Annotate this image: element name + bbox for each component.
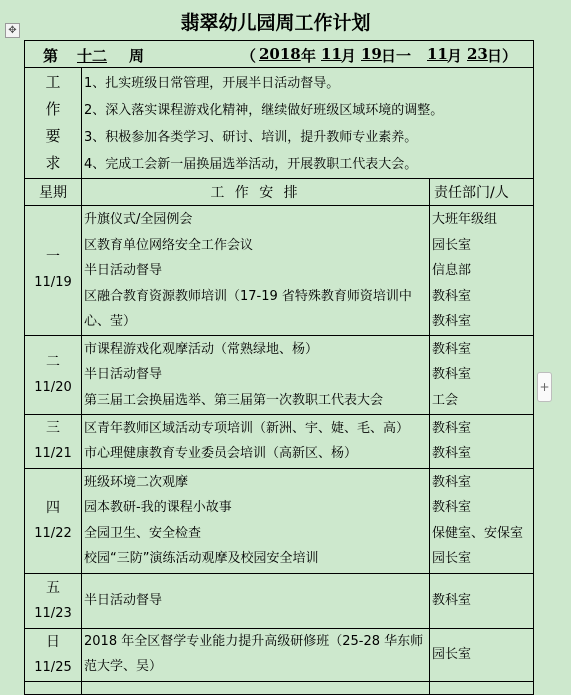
table-move-handle[interactable]: ✥ bbox=[5, 23, 20, 38]
requirement-item: 3、积极参加各类学习、研讨、培训，提升教师专业素养。 bbox=[84, 130, 418, 145]
weekday: 三 bbox=[46, 420, 60, 436]
empty-cell bbox=[82, 681, 430, 694]
weekday: 一 bbox=[46, 249, 60, 266]
work-item: 心、莹） bbox=[84, 314, 137, 329]
empty-cell bbox=[25, 681, 82, 694]
requirements-list bbox=[82, 68, 534, 179]
work-cell bbox=[82, 335, 430, 414]
add-column-button[interactable]: + bbox=[537, 372, 552, 402]
weekday: 日 bbox=[46, 633, 60, 650]
day-cell bbox=[25, 206, 82, 336]
dept-item: 教科室 bbox=[432, 474, 472, 490]
work-cell bbox=[82, 206, 430, 336]
dept-item: 园长室 bbox=[432, 551, 472, 566]
week-start-day-unit: 日一 bbox=[381, 47, 412, 65]
dept-item: 教科室 bbox=[432, 288, 472, 304]
header-row bbox=[25, 179, 534, 206]
dept-item: 教科室 bbox=[432, 446, 472, 461]
page-title: 翡翠幼儿园周工作计划 bbox=[180, 12, 371, 34]
requirements-row bbox=[25, 68, 534, 179]
work-item: 半日活动督导 bbox=[84, 263, 163, 278]
req-label-char: 作 bbox=[45, 100, 61, 118]
work-item: 2018 年全区督学专业能力提升高级研修班（25-28 华东师 bbox=[84, 633, 424, 649]
week-year-unit: 年 bbox=[301, 47, 317, 65]
requirement-item: 4、完成工会新一届换届选举活动，开展教职工代表大会。 bbox=[84, 157, 418, 172]
header-work: 工 作 安 排 bbox=[82, 179, 430, 206]
requirements-label bbox=[25, 68, 82, 179]
day-date: 11/25 bbox=[34, 659, 72, 675]
requirement-item: 2、深入落实课程游戏化精神，继续做好班级区域环境的调整。 bbox=[84, 103, 444, 118]
week-row bbox=[25, 41, 534, 68]
weekday: 五 bbox=[46, 579, 60, 596]
dept-item: 大班年级组 bbox=[432, 212, 498, 227]
day-cell bbox=[25, 414, 82, 468]
dept-item: 教科室 bbox=[432, 500, 472, 515]
dept-item: 教科室 bbox=[432, 367, 472, 382]
week-end-month-unit: 月 bbox=[447, 47, 463, 65]
week-suffix: 周 bbox=[129, 47, 145, 65]
week-open-paren: （ bbox=[241, 47, 257, 65]
day-row-fri bbox=[25, 573, 534, 628]
work-cell bbox=[82, 628, 430, 681]
empty-cell bbox=[430, 681, 534, 694]
dept-item: 园长室 bbox=[432, 237, 472, 253]
work-item: 半日活动督导 bbox=[84, 367, 163, 382]
work-item: 区青年教师区域活动专项培训（新洲、宇、婕、毛、高） bbox=[84, 420, 410, 436]
dept-cell bbox=[430, 414, 534, 468]
req-label-char: 工 bbox=[45, 73, 61, 91]
work-item: 区教育单位网络安全工作会议 bbox=[84, 237, 254, 253]
dept-item: 信息部 bbox=[432, 263, 472, 278]
week-start-month-unit: 月 bbox=[341, 47, 357, 65]
day-row-sun bbox=[25, 628, 534, 681]
week-start-month: 11 bbox=[321, 45, 342, 63]
week-end-month: 11 bbox=[427, 45, 448, 63]
work-cell bbox=[82, 468, 430, 573]
work-item: 半日活动督导 bbox=[84, 592, 163, 608]
day-cell bbox=[25, 335, 82, 414]
weekday: 二 bbox=[46, 353, 60, 370]
work-item: 校园“三防”演练活动观摩及校园安全培训 bbox=[84, 551, 319, 566]
day-row-tue bbox=[25, 335, 534, 414]
work-item: 全园卫生、安全检查 bbox=[84, 525, 202, 541]
header-day: 星期 bbox=[25, 179, 82, 206]
week-heading bbox=[25, 41, 534, 68]
day-row-mon bbox=[25, 206, 534, 336]
dept-item: 教科室 bbox=[432, 341, 472, 357]
dept-cell bbox=[430, 206, 534, 336]
work-item: 升旗仪式/全园例会 bbox=[84, 212, 193, 227]
work-item: 范大学、吴） bbox=[84, 659, 163, 674]
day-date: 11/20 bbox=[34, 379, 72, 395]
week-year: 2018 bbox=[259, 45, 301, 63]
work-item: 市心理健康教育专业委员会培训（高新区、杨） bbox=[84, 446, 358, 461]
day-date: 11/23 bbox=[34, 605, 72, 621]
day-cell bbox=[25, 468, 82, 573]
req-label-char: 求 bbox=[45, 154, 61, 172]
work-cell bbox=[82, 573, 430, 628]
week-end-day: 23 bbox=[467, 45, 488, 63]
work-item: 市课程游戏化观摩活动（常熟绿地、杨） bbox=[84, 341, 319, 357]
requirement-item: 1、扎实班级日常管理，开展半日活动督导。 bbox=[84, 76, 340, 91]
work-item: 园本教研-我的课程小故事 bbox=[84, 500, 232, 515]
weekday: 四 bbox=[46, 499, 60, 516]
day-row-thu bbox=[25, 468, 534, 573]
header-dept: 责任部门/人 bbox=[430, 179, 534, 206]
dept-item: 教科室 bbox=[432, 420, 472, 436]
dept-cell bbox=[430, 573, 534, 628]
week-end-day-unit: 日） bbox=[487, 47, 518, 65]
week-prefix: 第 bbox=[43, 47, 59, 65]
week-start-day: 19 bbox=[361, 45, 382, 63]
dept-cell bbox=[430, 468, 534, 573]
dept-item: 教科室 bbox=[432, 592, 472, 608]
dept-item: 园长室 bbox=[432, 646, 472, 662]
dept-cell bbox=[430, 335, 534, 414]
dept-item: 工会 bbox=[432, 392, 459, 408]
day-cell bbox=[25, 573, 82, 628]
plan-table bbox=[24, 40, 534, 695]
day-row-wed bbox=[25, 414, 534, 468]
day-cell bbox=[25, 628, 82, 681]
day-date: 11/19 bbox=[34, 275, 72, 291]
empty-row bbox=[25, 681, 534, 694]
work-cell bbox=[82, 414, 430, 468]
week-number: 十二 bbox=[76, 47, 107, 65]
day-date: 11/21 bbox=[34, 446, 72, 461]
dept-item: 保健室、安保室 bbox=[432, 525, 524, 541]
dept-cell bbox=[430, 628, 534, 681]
dept-item: 教科室 bbox=[432, 314, 472, 329]
day-date: 11/22 bbox=[34, 525, 72, 541]
work-item: 班级环境二次观摩 bbox=[84, 474, 189, 490]
work-item: 区融合教育资源教师培训（17-19 省特殊教育师资培训中 bbox=[84, 288, 412, 304]
req-label-char: 要 bbox=[45, 127, 61, 145]
work-item: 第三届工会换届选举、第三届第一次教职工代表大会 bbox=[84, 392, 384, 408]
